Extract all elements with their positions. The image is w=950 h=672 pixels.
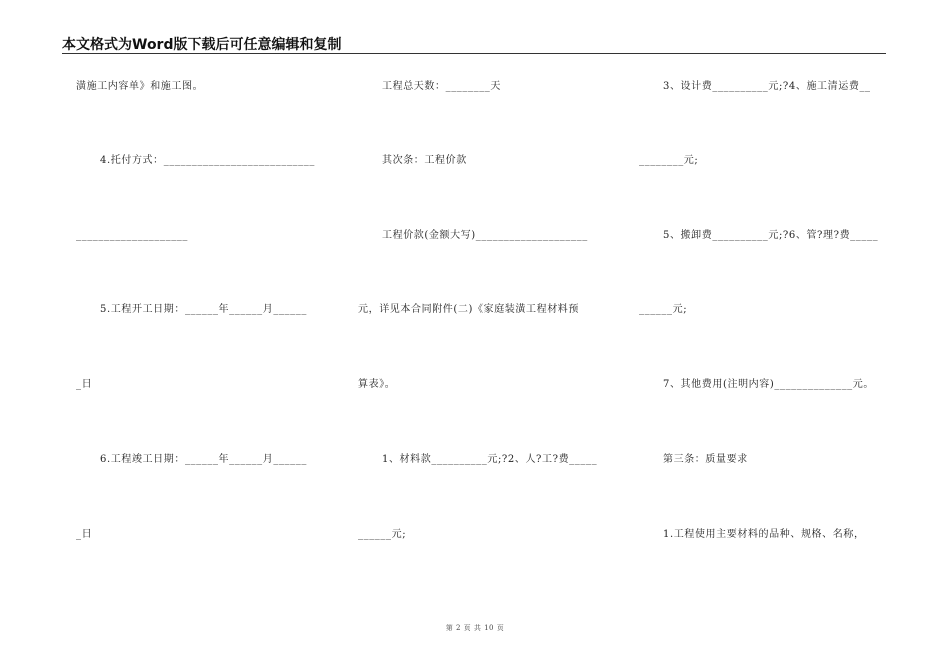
right-line-6: 第三条：质量要求	[663, 454, 748, 465]
middle-line-6: 1、材料款__________元;?2、人?工?费_____	[382, 454, 598, 465]
middle-line-4: 元，详见本合同附件(二)《家庭装潢工程材料预	[358, 304, 580, 315]
right-line-4: ______元;	[639, 304, 688, 315]
middle-line-1: 工程总天数：________天	[382, 81, 501, 92]
page-number-footer: 第 2 页 共 10 页	[445, 624, 505, 632]
left-line-1: 潢施工内容单》和施工图。	[76, 81, 204, 92]
left-line-3: ____________________	[76, 230, 188, 241]
left-line-6: 6.工程竣工日期：______年______月______	[100, 454, 307, 465]
middle-line-3: 工程价款(金额大写)____________________	[382, 230, 588, 241]
right-line-1: 3、设计费__________元;?4、施工清运费__	[663, 81, 871, 92]
right-line-3: 5、搬卸费__________元;?6、管?理?费_____	[663, 230, 879, 241]
left-line-7: _日	[76, 529, 93, 540]
header-divider	[62, 53, 886, 54]
right-line-5: 7、其他费用(注明内容)______________元。	[663, 379, 874, 390]
middle-line-5: 算表》。	[358, 379, 396, 390]
middle-line-2: 其次条：工程价款	[382, 155, 467, 166]
left-line-5: _日	[76, 379, 93, 390]
right-line-7: 1.工程使用主要材料的品种、规格、名称，	[663, 529, 865, 540]
middle-line-7: ______元;	[358, 529, 407, 540]
left-line-4: 5.工程开工日期：______年______月______	[100, 304, 307, 315]
document-header-title: 本文格式为Word版下载后可任意编辑和复制	[62, 37, 342, 53]
left-line-2: 4.托付方式：___________________________	[100, 155, 315, 166]
right-line-2: ________元;	[639, 155, 699, 166]
